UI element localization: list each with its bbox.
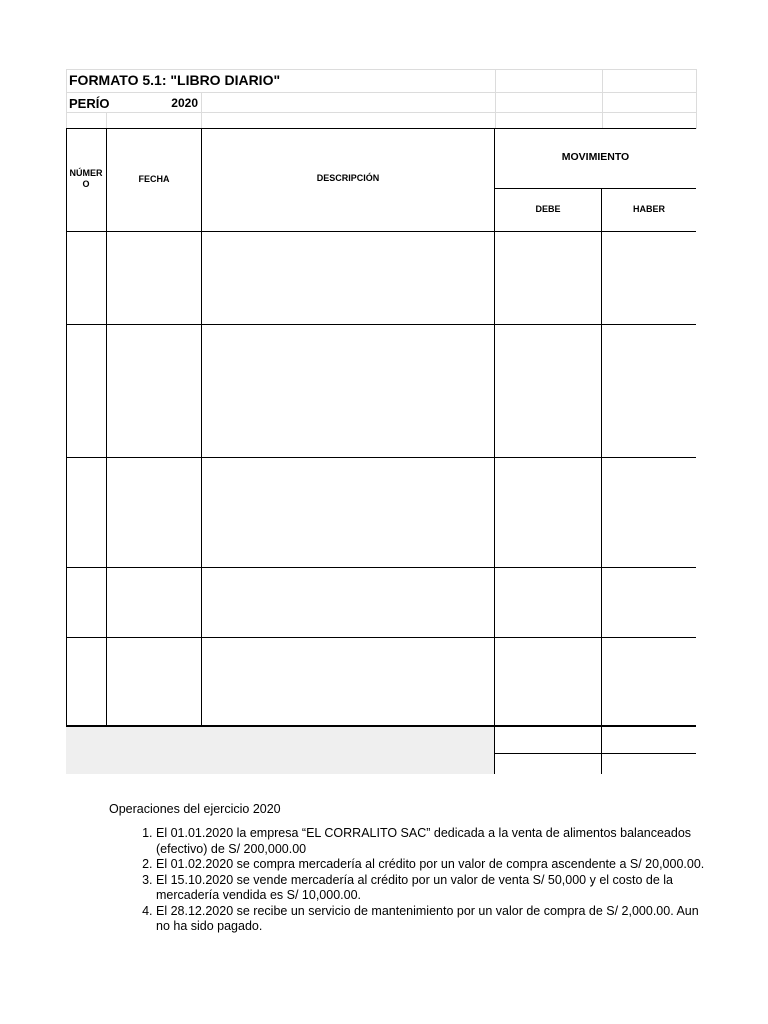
grid-line — [495, 69, 496, 129]
grid-line — [696, 69, 697, 129]
column-header-fecha: FECHA — [138, 174, 170, 184]
column-header-descripcion: DESCRIPCIÓN — [316, 173, 380, 183]
table-border — [495, 188, 696, 189]
column-header-numero: NÚMER O — [69, 168, 103, 189]
table-border — [201, 128, 202, 727]
grid-line — [602, 69, 603, 129]
column-header-debe: DEBE — [535, 204, 561, 214]
grid-line — [201, 92, 202, 129]
table-border — [601, 188, 602, 774]
list-item: 3. El 15.10.2020 se vende mercadería al crédito por un valor de venta S/ 50,000 y el costo de la mercadería vendida es S/ 10,000.00. — [156, 873, 716, 904]
period-label: PERÍO — [69, 96, 110, 111]
table-border — [106, 128, 107, 727]
list-item: 1. El 01.01.2020 la empresa “EL CORRALITO SAC” dedicada a la venta de alimentos balanceados (efectivo) de S/ 200,000.00 — [156, 826, 716, 857]
table-border — [495, 753, 696, 754]
totals-shaded-area — [66, 727, 495, 774]
table-border — [66, 128, 696, 129]
page-title: FORMATO 5.1: "LIBRO DIARIO" — [69, 72, 281, 88]
grid-line — [66, 69, 67, 129]
list-item: 2. El 01.02.2020 se compra mercadería al crédito por un valor de compra ascendente a S/ 20,000.00. — [156, 857, 716, 873]
period-year: 2020 — [171, 96, 198, 110]
table-border — [494, 128, 495, 774]
list-item: 4. El 28.12.2020 se recibe un servicio de mantenimiento por un valor de compra de S/ 2,000.00. Aun no ha sido pagado. — [156, 904, 716, 935]
table-border — [66, 128, 67, 727]
grid-line — [106, 112, 107, 129]
operations-list — [109, 826, 716, 935]
column-header-movimiento: MOVIMIENTO — [561, 151, 630, 163]
column-header-haber: HABER — [632, 204, 665, 214]
operations-title: Operaciones del ejercicio 2020 — [109, 802, 281, 816]
operations-section — [109, 802, 716, 935]
